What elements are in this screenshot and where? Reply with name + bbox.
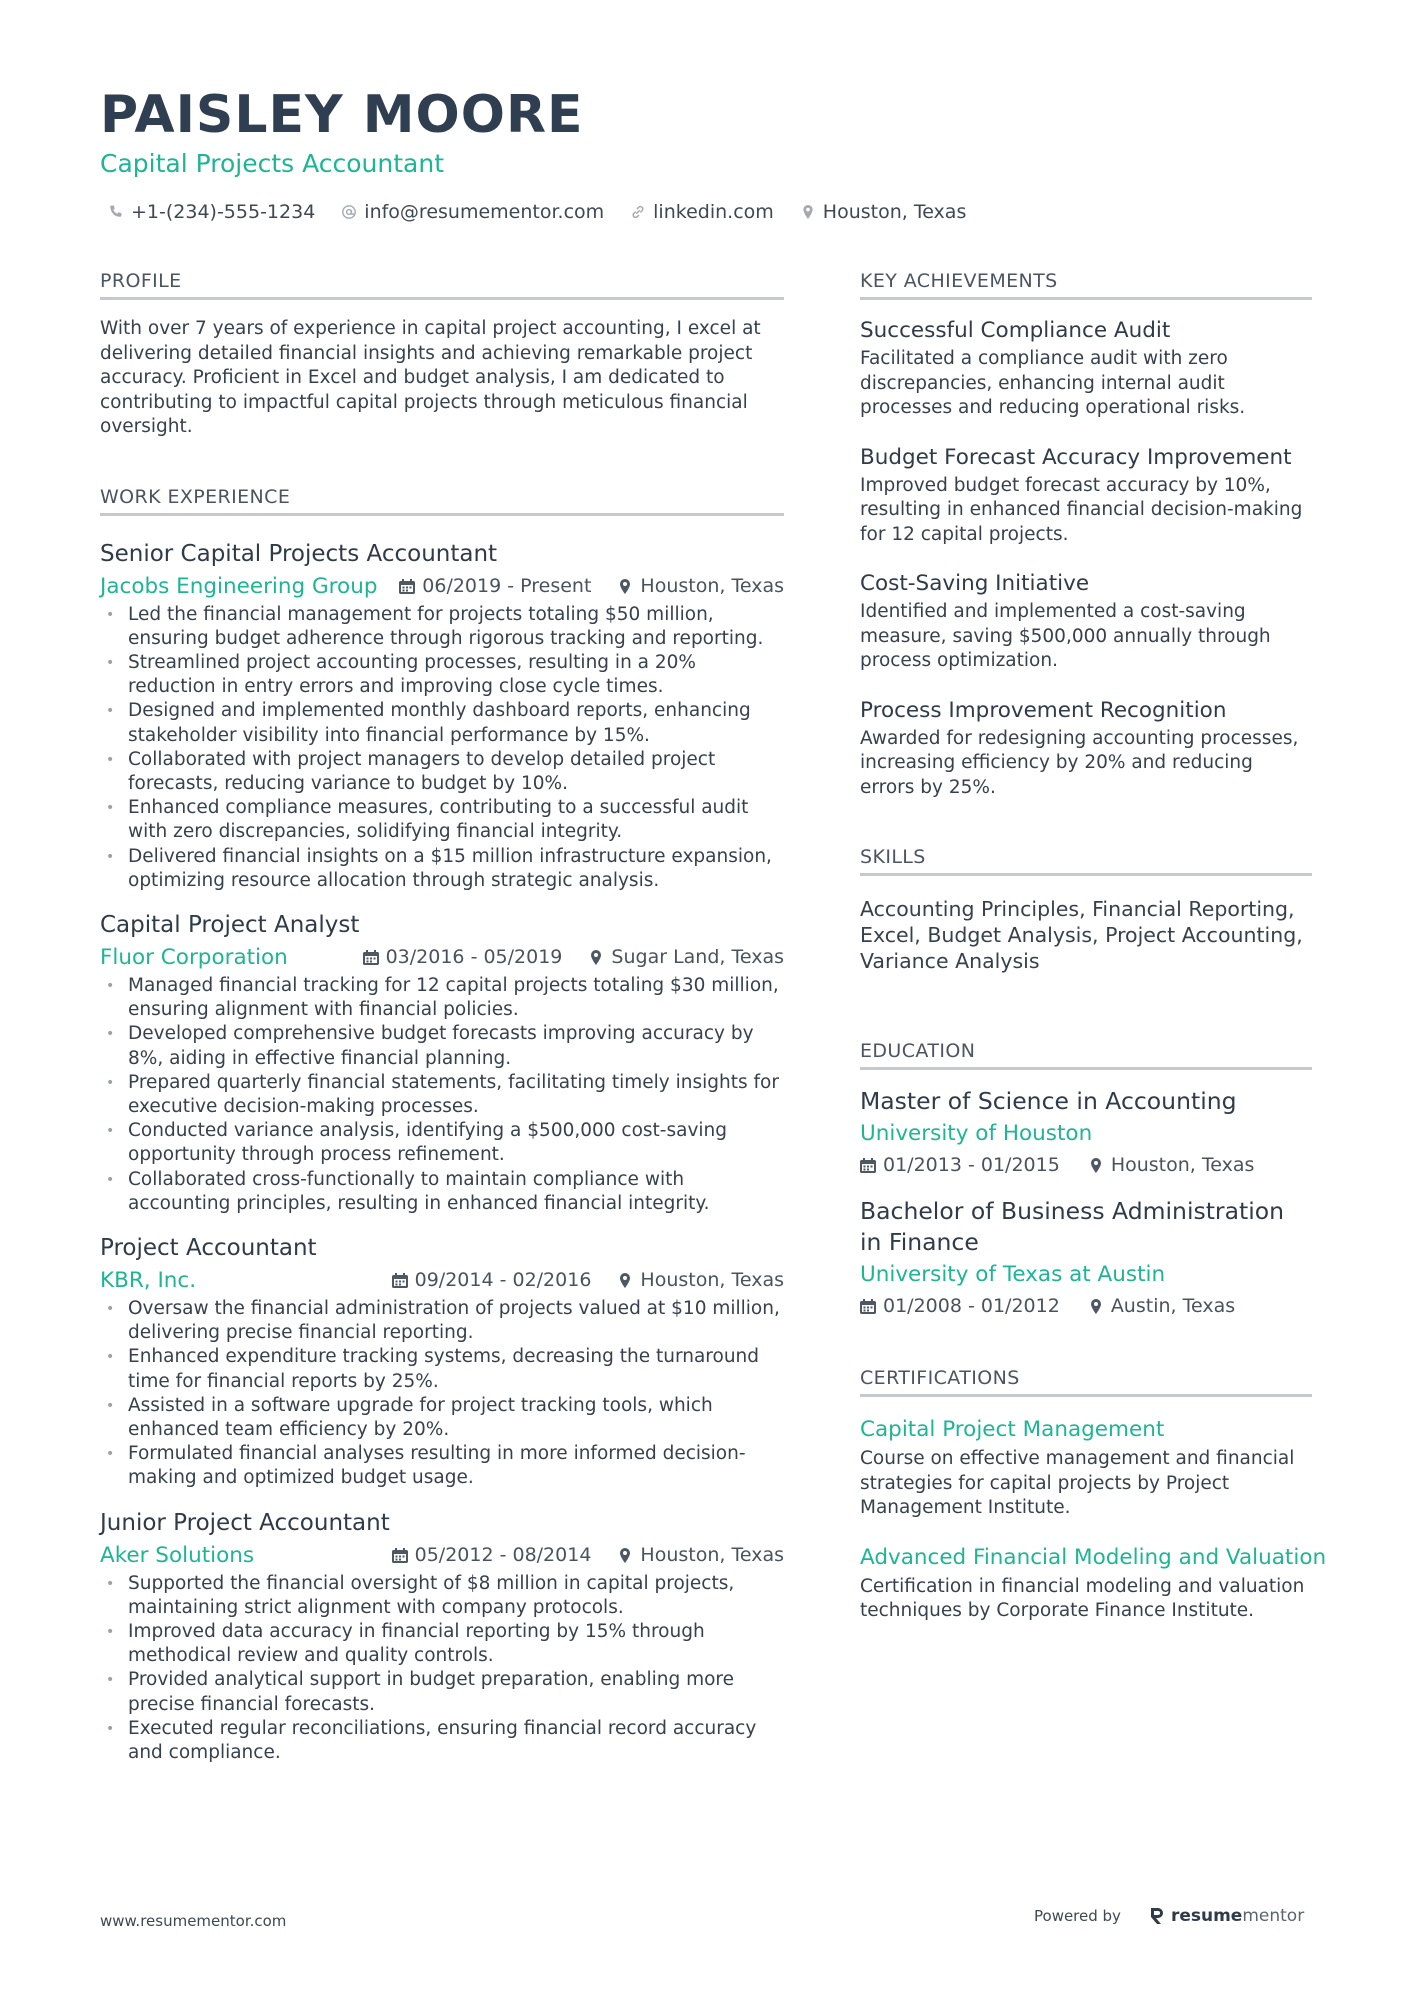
education-item [860,1196,1312,1321]
company-name: Fluor Corporation [100,944,288,970]
certification-title: Capital Project Management [860,1417,1165,1442]
contact-linkedin[interactable] [630,198,774,226]
calendar-icon [399,578,415,595]
bullet-item: • Formulated financial analyses resulting in more informed decision-making and optimized budget usage. [100,1442,784,1490]
job-location [617,575,784,597]
school-name: University of Houston [860,1121,1093,1146]
map-pin-icon [1088,1157,1104,1174]
achievement-desc: Identified and implemented a cost-saving measure, saving $500,000 annually through process optimization. [860,601,1271,671]
achievement-desc: Awarded for redesigning accounting processes, increasing efficiency by 20% and reducing errors by 25%. [860,727,1299,798]
calendar-icon [860,1157,876,1174]
achievement-item [860,443,1312,548]
contact-phone-text: +1-(234)-555-1234 [131,201,316,223]
certification-item [860,1543,1327,1624]
bullet-item: • Collaborated with project managers to develop detailed project forecasts, reducing variance to budget by 10%. [100,748,784,796]
bullet-item: • Delivered financial insights on a $15 million infrastructure expansion, optimizing resource allocation through strategic analysis. [100,845,784,893]
job-location [617,1544,784,1566]
experience-item [100,1507,784,1766]
phone-icon [108,204,124,220]
achievement-title: Process Improvement Recognition [860,697,1227,723]
company-name: Jacobs Engineering Group [100,573,378,599]
certification-item [860,1415,1312,1521]
job-location [617,1269,784,1291]
job-location-text: Houston, Texas [640,575,784,597]
contact-phone [108,198,315,226]
achievement-desc: Improved budget forecast accuracy by 10%, resulting in enhanced financial decision-making for 12 capital projects. [860,474,1303,545]
job-dates [363,946,563,968]
education-meta [860,1291,1312,1321]
education-heading: EDUCATION [860,1038,1312,1070]
candidate-title: Capital Projects Accountant [100,149,445,178]
achievements-list [860,316,1312,800]
footer-powered [1034,1906,1304,1926]
right-column [860,268,1327,1624]
job-meta [100,570,784,603]
education-dates-text: 01/2008 - 01/2012 [883,1295,1060,1317]
job-location-text: Sugar Land, Texas [611,946,784,969]
achievements-heading: KEY ACHIEVEMENTS [860,268,1312,300]
map-pin-icon [617,578,633,595]
degree-title: Master of Science in Accounting [860,1087,1237,1115]
job-bullets [100,974,784,1216]
skills-heading: SKILLS [860,844,1312,876]
contact-linkedin-text: linkedin.com [653,201,774,223]
powered-by-label: Powered by [1034,1907,1121,1925]
education-meta [860,1150,1312,1180]
map-pin-icon [617,1547,633,1564]
bullet-item: • Managed financial tracking for 12 capital projects totaling $30 million, ensuring alignment with financial policies. [100,974,784,1022]
job-title: Senior Capital Projects Accountant [100,540,498,567]
bullet-item: • Streamlined project accounting processes, resulting in a 20% reduction in entry errors and improving close cycle times. [100,651,784,699]
job-title: Capital Project Analyst [100,911,360,938]
brand-name-thin: mentor [1242,1906,1305,1926]
job-location-text: Houston, Texas [640,1544,784,1567]
certification-desc: Course on effective management and financial strategies for capital projects by Project Management Institute. [860,1448,1295,1518]
bullet-item: • Supported the financial oversight of $8 million in capital projects, maintaining strict alignment with company protocols. [100,1572,784,1620]
job-dates-text: 09/2014 - 02/2016 [414,1269,592,1292]
education-list [860,1086,1312,1321]
achievement-desc: Facilitated a compliance audit with zero discrepancies, enhancing internal audit processes and reducing operational risks. [860,348,1246,418]
bullet-item: • Collaborated cross-functionally to maintain compliance with accounting principles, resulting in enhanced financial integrity. [100,1168,784,1216]
job-bullets [100,603,784,893]
certification-title: Advanced Financial Modeling and Valuation [860,1544,1327,1570]
job-dates-text: 05/2012 - 08/2014 [414,1544,592,1567]
contact-email-text: info@resumementor.com [364,201,605,223]
education-dates [860,1295,1060,1317]
bullet-item: • Oversaw the financial administration of projects valued at $10 million, delivering precise financial reporting. [100,1297,784,1345]
job-meta [100,1264,784,1297]
map-pin-icon [800,204,816,220]
degree-title: Bachelor of Business Administration in Finance [860,1197,1285,1256]
experience-list [100,538,784,1766]
link-icon [630,204,646,220]
achievement-title: Cost-Saving Initiative [860,571,1090,596]
bullet-item: • Conducted variance analysis, identifying a $500,000 cost-saving opportunity through process refinement. [100,1119,784,1167]
bullet-item: • Assisted in a software upgrade for project tracking tools, which enhanced team efficiency by 20%. [100,1394,784,1442]
bullet-item: • Enhanced compliance measures, contributing to a successful audit with zero discrepancies, solidifying financial integrity. [100,796,784,844]
certifications-list [860,1415,1327,1624]
bullet-item: • Enhanced expenditure tracking systems, decreasing the turnaround time for financial reports by 25%. [100,1345,784,1393]
candidate-name: PAISLEY MOORE [100,85,584,145]
bullet-item: • Provided analytical support in budget preparation, enabling more precise financial forecasts. [100,1668,784,1716]
calendar-icon [860,1298,876,1315]
job-title: Project Accountant [100,1234,317,1261]
contact-email[interactable] [341,198,604,226]
company-name: KBR, Inc. [100,1267,197,1293]
brand-logo[interactable] [1149,1906,1304,1926]
calendar-icon [363,949,379,966]
map-pin-icon [617,1272,633,1289]
education-dates-text: 01/2013 - 01/2015 [883,1154,1060,1176]
job-bullets [100,1572,784,1766]
company-name: Aker Solutions [100,1542,255,1568]
profile-heading: PROFILE [100,268,784,300]
certification-desc: Certification in financial modeling and valuation techniques by Corporate Finance Institute. [860,1575,1305,1621]
certifications-heading: CERTIFICATIONS [860,1365,1312,1397]
education-location [1088,1154,1255,1176]
contact-bar [108,198,966,226]
education-item [860,1086,1312,1180]
experience-item [100,1232,784,1491]
job-dates [392,1269,592,1291]
map-pin-icon [588,949,604,966]
job-meta [100,1539,784,1572]
experience-item [100,538,784,893]
contact-location [800,198,967,226]
job-location [588,946,784,968]
achievement-title: Budget Forecast Accuracy Improvement [860,444,1292,470]
at-icon [341,204,357,220]
education-dates [860,1154,1060,1176]
education-location-text: Houston, Texas [1110,1154,1255,1176]
contact-location-text: Houston, Texas [822,201,967,223]
calendar-icon [392,1272,408,1289]
education-location-text: Austin, Texas [1110,1295,1236,1317]
education-location [1088,1295,1235,1317]
experience-item [100,909,784,1216]
brand-name-bold: resume [1170,1906,1243,1926]
skills-list: Accounting Principles, Financial Reporting, Excel, Budget Analysis, Project Accounting, Variance Analysis [860,897,1303,973]
left-column [100,268,784,1765]
bullet-item: • Designed and implemented monthly dashboard reports, enhancing stakeholder visibility into financial performance by 15%. [100,699,784,747]
job-dates-text: 06/2019 - Present [422,575,592,597]
achievement-item [860,696,1312,801]
bullet-item: • Prepared quarterly financial statements, facilitating timely insights for executive decision-making processes. [100,1071,784,1119]
job-title: Junior Project Accountant [100,1509,390,1536]
job-dates [392,1544,592,1566]
experience-heading: WORK EXPERIENCE [100,484,784,516]
achievement-item [860,569,1312,674]
job-location-text: Houston, Texas [640,1269,784,1292]
job-meta [100,941,784,974]
bullet-item: • Improved data accuracy in financial reporting by 15% through methodical review and quality controls. [100,1620,784,1668]
achievement-item [860,316,1312,421]
job-bullets [100,1297,784,1491]
calendar-icon [392,1547,408,1564]
school-name: University of Texas at Austin [860,1262,1166,1287]
achievement-title: Successful Compliance Audit [860,318,1171,343]
resumementor-logo-icon [1149,1907,1165,1925]
job-dates-text: 03/2016 - 05/2019 [385,946,563,969]
bullet-item: • Led the financial management for projects totaling $50 million, ensuring budget adherence through rigorous tracking and reporting. [100,603,784,651]
bullet-item: • Executed regular reconciliations, ensuring financial record accuracy and compliance. [100,1717,784,1765]
job-dates [399,575,591,597]
map-pin-icon [1088,1298,1104,1315]
profile-summary: With over 7 years of experience in capital project accounting, I excel at delivering detailed financial insights and achieving remarkable project accuracy. Proficient in Excel and budget analysis, I am dedicated to contributing to impactful capital projects through meticulous financial oversight. [100,318,761,437]
footer-website[interactable]: www.resumementor.com [100,1912,287,1930]
bullet-item: • Developed comprehensive budget forecasts improving accuracy by 8%, aiding in effective financial planning. [100,1022,784,1070]
